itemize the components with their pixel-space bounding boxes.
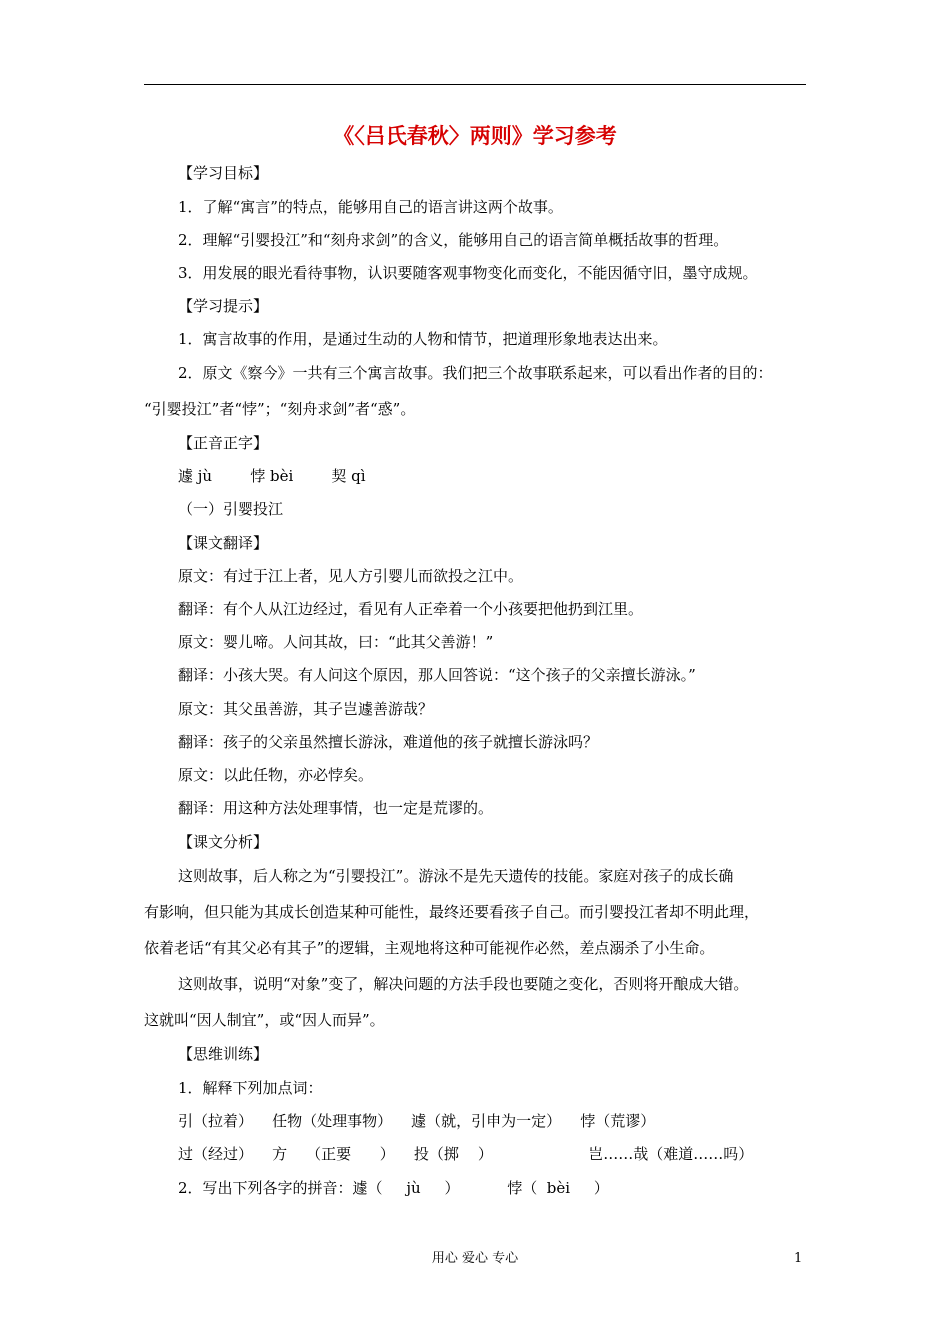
original-text-line: 原文：以此任物，亦必悖矣。 [178,766,374,784]
exercise-line: 引（拉着） 任物（处理事物） 遽（就，引申为一定） 悖（荒谬） [178,1112,656,1130]
translation-line: 翻译：有个人从江边经过，看见有人正牵着一个小孩要把他扔到江里。 [178,600,644,618]
text-line: “引婴投江”者“悖”；“刻舟求剑”者“惑”。 [144,400,416,418]
subsection-heading: （一）引婴投江 [178,500,284,518]
paragraph-line: 这则故事，说明“对象”变了，解决问题的方法手段也要随之变化，否则将开酿成大错。 [178,975,749,993]
exercise-line: 过（经过） 方 （正要 ） 投（掷 ） 岂……哉（难道……吗） [178,1145,754,1163]
section-heading-analysis: 【课文分析】 [178,833,269,851]
pronunciation-line: 遽 jù 悖 bèi 契 qì [178,467,366,485]
page-number: 1 [794,1251,803,1266]
text-line: 1．寓言故事的作用，是通过生动的人物和情节，把道理形象地表达出来。 [178,330,668,348]
text-line: 1．了解“寓言”的特点，能够用自己的语言讲这两个故事。 [178,198,563,216]
translation-line: 翻译：小孩大哭。有人问这个原因，那人回答说：“这个孩子的父亲擅长游泳。” [178,666,696,684]
original-text-line: 原文：婴儿啼。人问其故，曰：“此其父善游！” [178,633,494,651]
paragraph-line: 这就叫“因人制宜”，或“因人而异”。 [144,1011,385,1029]
section-heading-objectives: 【学习目标】 [178,164,269,182]
exercise-line: 1．解释下列加点词： [178,1079,323,1097]
text-line: 3．用发展的眼光看待事物，认识要随客观事物变化而变化，不能因循守旧，墨守成规。 [178,264,758,282]
document-title: 《〈吕氏春秋〉两则》学习参考 [333,124,617,148]
translation-line: 翻译：孩子的父亲虽然擅长游泳，难道他的孩子就擅长游泳吗？ [178,733,599,751]
text-line: 2．理解“引婴投江”和“刻舟求剑”的含义，能够用自己的语言简单概括故事的哲理。 [178,231,729,249]
original-text-line: 原文：有过于江上者，见人方引婴儿而欲投之江中。 [178,567,524,585]
paragraph-line: 这则故事，后人称之为“引婴投江”。游泳不是先天遗传的技能。家庭对孩子的成长确 [178,867,734,885]
header-rule [144,84,806,85]
page-footer: 用心 爱心 专心 [431,1251,519,1266]
section-heading-pronunciation: 【正音正字】 [178,434,269,452]
original-text-line: 原文：其父虽善游，其子岂遽善游哉？ [178,700,434,718]
section-heading-tips: 【学习提示】 [178,297,269,315]
paragraph-line: 有影响，但只能为其成长创造某种可能性，最终还要看孩子自己。而引婴投江者却不明此理， [144,903,760,921]
paragraph-line: 依着老话“有其父必有其子”的逻辑，主观地将这种可能视作必然，差点溺杀了小生命。 [144,939,715,957]
section-heading-translation: 【课文翻译】 [178,534,269,552]
section-heading-exercises: 【思维训练】 [178,1045,269,1063]
translation-line: 翻译：用这种方法处理事情，也一定是荒谬的。 [178,799,494,817]
text-line: 2．原文《察今》一共有三个寓言故事。我们把三个故事联系起来，可以看出作者的目的： [178,364,773,382]
exercise-line: 2．写出下列各字的拼音：遽（ jù ） 悖（ bèi ） [178,1179,609,1197]
